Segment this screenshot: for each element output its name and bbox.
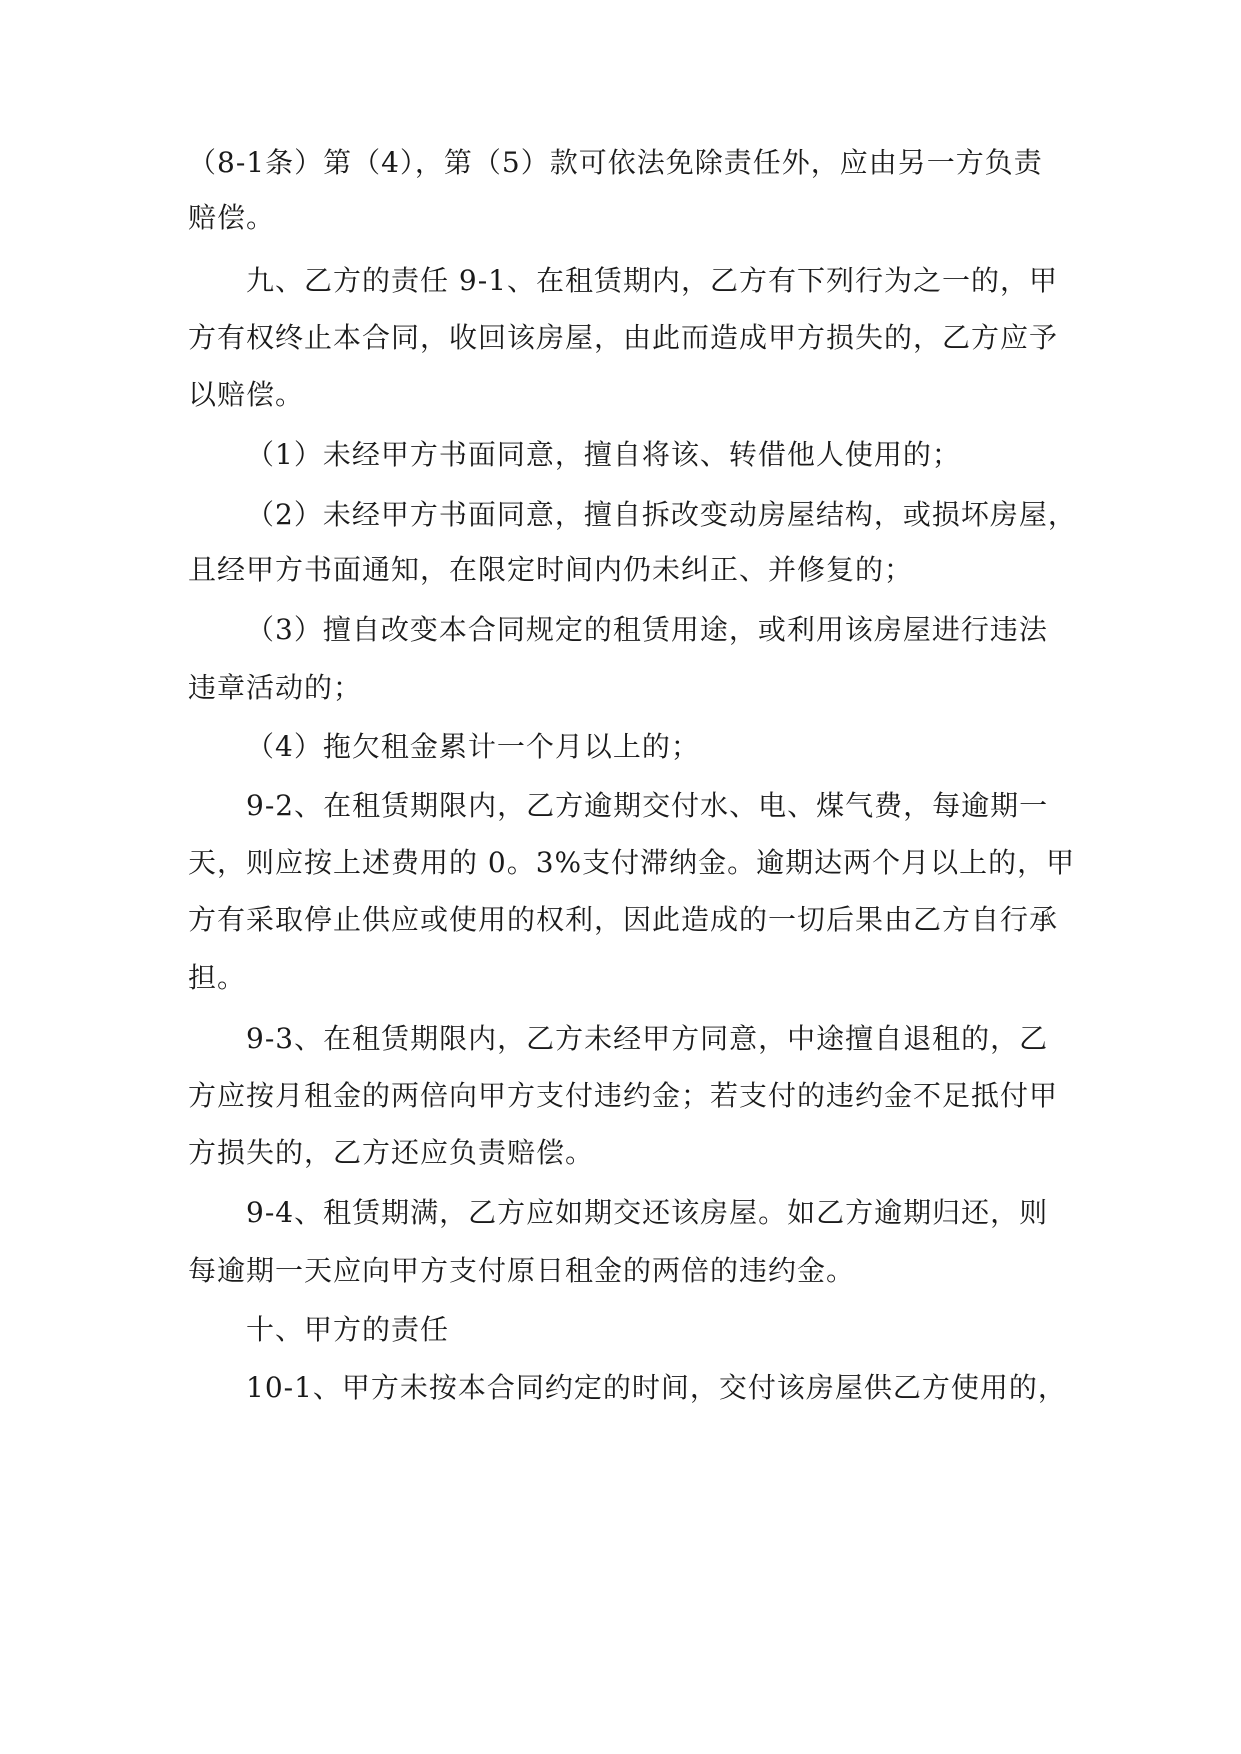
text-line: 9-2、在租赁期限内，乙方逾期交付水、电、煤气费，每逾期一 [246,789,1049,822]
text-line: （3）擅自改变本合同规定的租赁用途，或利用该房屋进行违法 [246,613,1048,646]
text-line: 每逾期一天应向甲方支付原日租金的两倍的违约金。 [188,1254,856,1287]
text-line: （1）未经甲方书面同意，擅自将该、转借他人使用的； [246,438,961,471]
text-line: 方有权终止本合同，收回该房屋，由此而造成甲方损失的，乙方应予 [188,321,1059,354]
text-line: （2）未经甲方书面同意，擅自拆改变动房屋结构，或损坏房屋， [246,498,1077,531]
text-line: 方损失的，乙方还应负责赔偿。 [188,1136,595,1169]
text-line: 9-3、在租赁期限内，乙方未经甲方同意，中途擅自退租的，乙 [246,1022,1049,1055]
section-heading: 十、甲方的责任 [246,1313,450,1346]
text-line: 且经甲方书面通知，在限定时间内仍未纠正、并修复的； [188,553,914,586]
text-line: 九、乙方的责任 9-1、在租赁期内，乙方有下列行为之一的，甲 [246,264,1058,297]
text-line: 违章活动的； [188,671,363,704]
text-line: 赔偿。 [188,201,276,234]
text-line: 9-4、租赁期满，乙方应如期交还该房屋。如乙方逾期归还，则 [246,1196,1049,1229]
text-line: （4）拖欠租金累计一个月以上的； [246,730,700,763]
text-line: （8-1条）第（4），第（5）款可依法免除责任外，应由另一方负责 [188,146,1043,179]
text-line: 方有采取停止供应或使用的权利，因此造成的一切后果由乙方自行承 [188,903,1059,936]
text-line: 以赔偿。 [188,378,305,411]
text-line: 天，则应按上述费用的 0。3%支付滞纳金。逾期达两个月以上的，甲 [188,846,1076,879]
text-line: 担。 [188,961,247,994]
text-line: 10-1、甲方未按本合同约定的时间，交付该房屋供乙方使用的， [246,1371,1067,1404]
text-line: 方应按月租金的两倍向甲方支付违约金；若支付的违约金不足抵付甲 [188,1079,1059,1112]
